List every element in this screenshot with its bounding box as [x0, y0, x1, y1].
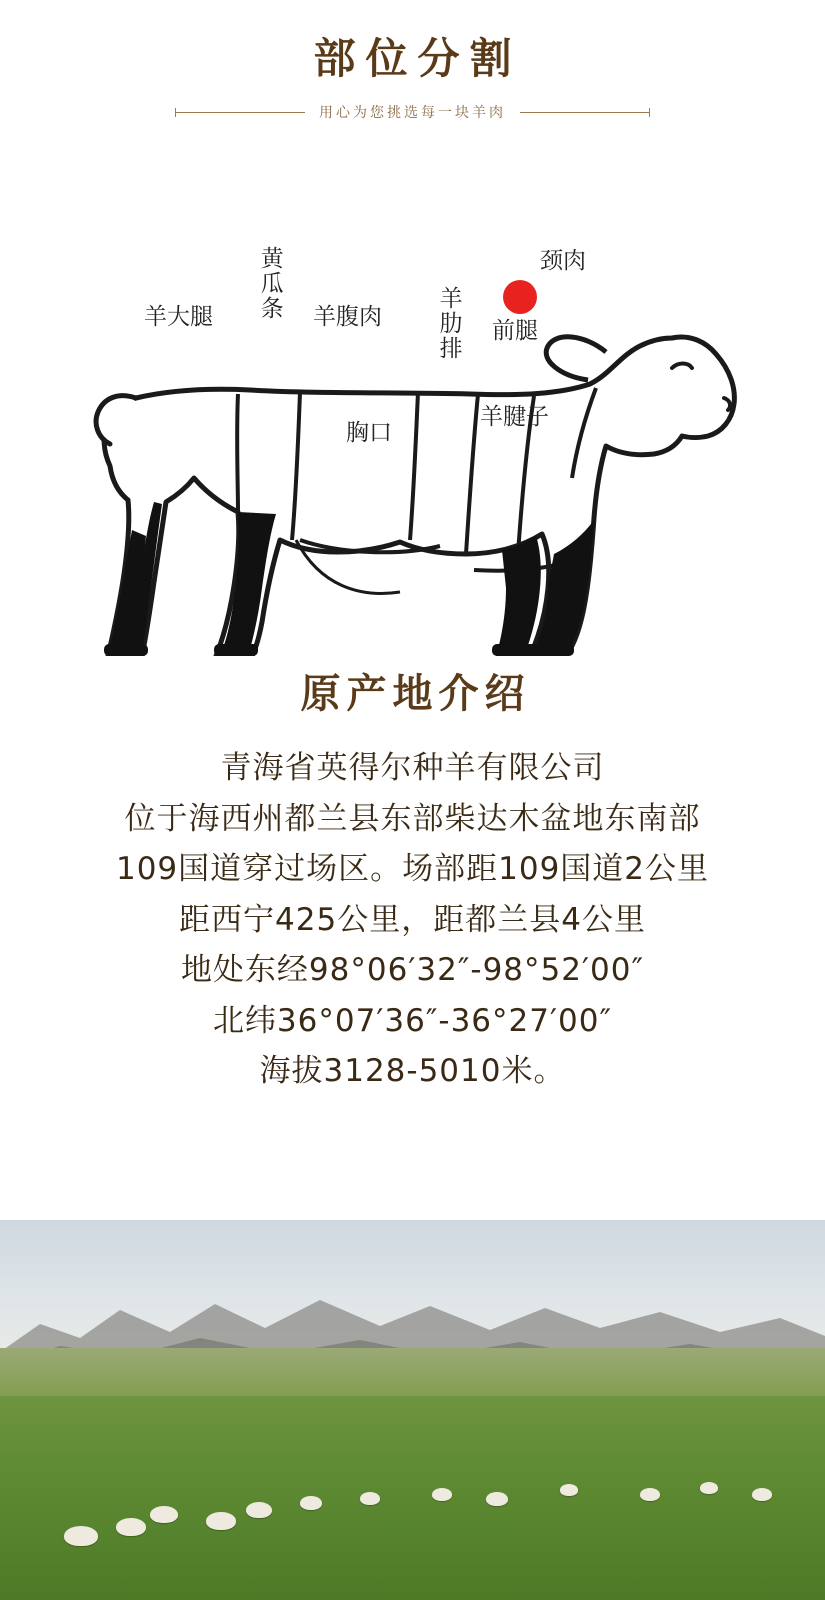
grassland-photo — [0, 1220, 825, 1600]
photo-sheep — [300, 1496, 322, 1510]
page-header — [0, 0, 825, 122]
photo-grass-near — [0, 1396, 825, 1600]
photo-sheep — [246, 1502, 272, 1518]
cut-label-fore-leg: 前腿 — [492, 318, 538, 345]
page-subtitle: 用心为您挑选每一块羊肉 — [319, 104, 506, 121]
photo-sheep — [752, 1488, 772, 1501]
origin-line: 地处东经98°06′32″-98°52′00″ — [180, 952, 645, 989]
cut-label-shank: 羊腱子 — [480, 404, 549, 431]
photo-sheep — [640, 1488, 660, 1501]
cut-label-hind-leg: 羊大腿 — [144, 304, 213, 331]
origin-line: 距西宁425公里，距都兰县4公里 — [179, 901, 646, 938]
photo-sheep — [486, 1492, 508, 1506]
cut-label-ribs: 羊肋排 — [435, 286, 462, 362]
photo-sheep — [64, 1526, 98, 1546]
photo-sheep — [560, 1484, 578, 1496]
sheep-outline-icon — [0, 136, 825, 656]
origin-title: 原产地介绍 — [300, 671, 531, 718]
photo-sheep — [432, 1488, 452, 1501]
subtitle-row — [0, 102, 825, 122]
cut-label-brisket: 胸口 — [346, 420, 392, 447]
page-title: 部位分割 — [313, 34, 522, 83]
sheep-cut-diagram — [0, 136, 825, 656]
photo-sheep — [700, 1482, 718, 1494]
origin-line: 海拔3128-5010米。 — [259, 1053, 566, 1090]
cut-label-neck: 颈肉 — [540, 248, 586, 275]
origin-line: 位于海西州都兰县东部柴达木盆地东南部 — [124, 800, 701, 837]
photo-sheep — [206, 1512, 236, 1530]
photo-sheep — [116, 1518, 146, 1536]
origin-line: 109国道穿过场区。场部距109国道2公里 — [115, 851, 710, 888]
origin-section — [0, 662, 825, 1097]
origin-body — [0, 743, 825, 1097]
photo-sheep — [360, 1492, 380, 1505]
origin-line: 青海省英得尔种羊有限公司 — [220, 750, 605, 787]
divider-right — [520, 112, 650, 113]
cut-label-belly: 羊腹肉 — [313, 304, 382, 331]
cut-label-cucumber-strip: 黄瓜条 — [256, 246, 283, 322]
origin-line: 北纬36°07′36″-36°27′00″ — [212, 1002, 613, 1039]
photo-sheep — [150, 1506, 178, 1523]
divider-left — [175, 112, 305, 113]
